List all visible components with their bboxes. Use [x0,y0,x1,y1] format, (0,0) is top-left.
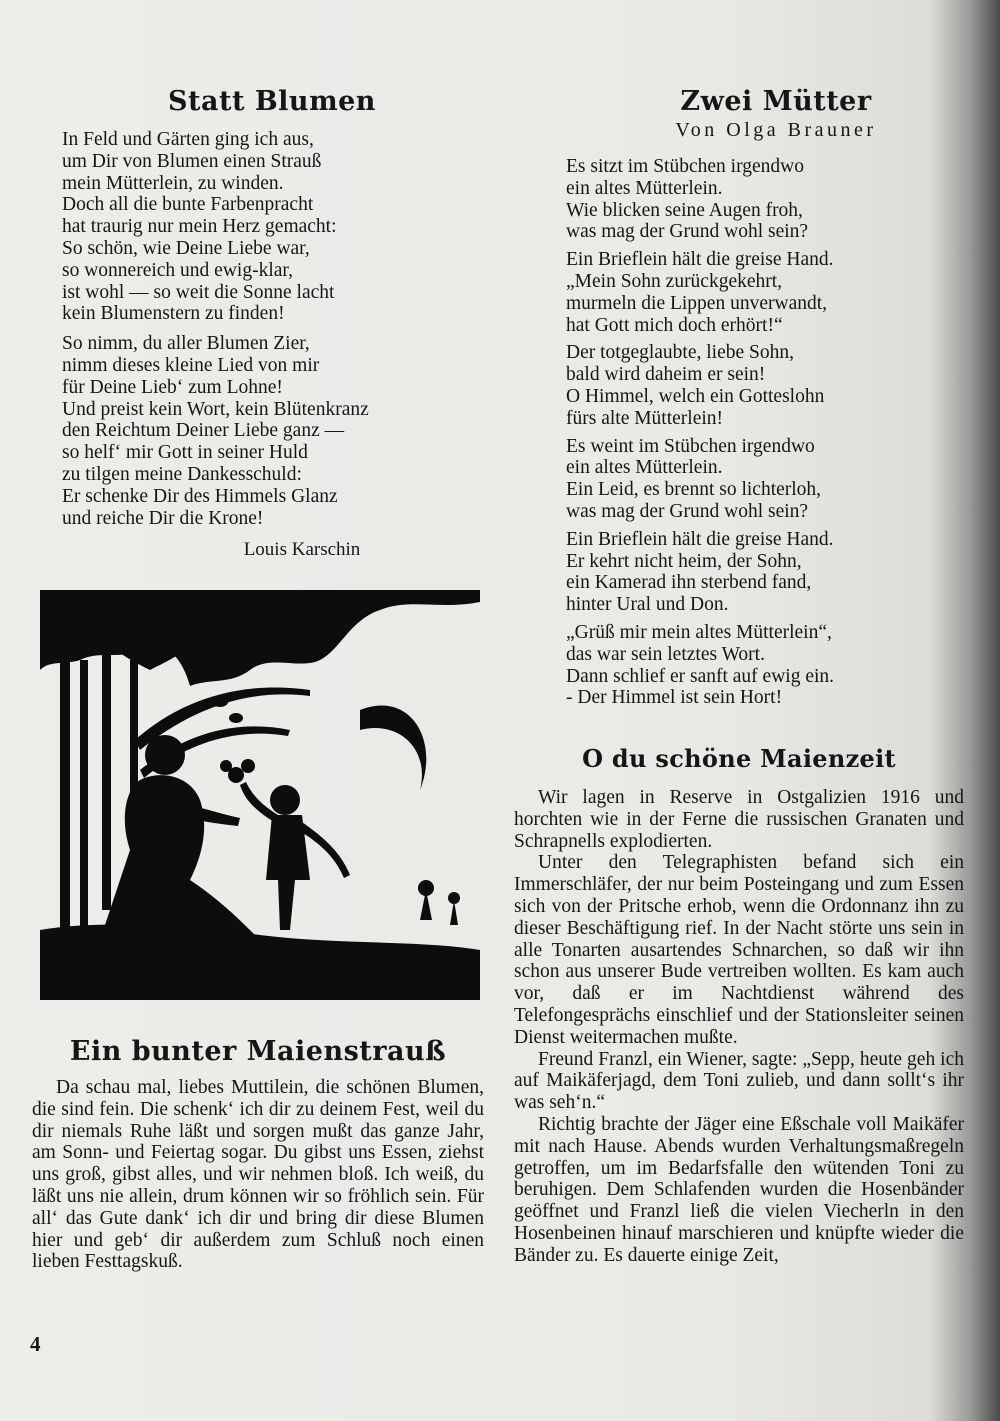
poem-line: mein Mütterlein, zu winden. [62,172,284,194]
poem-line: „Mein Sohn zurückgekehrt, [566,270,783,292]
article-body [32,1077,484,1273]
poem-line: murmeln die Lippen unverwandt, [566,292,828,314]
poem-line: Und preist kein Wort, kein Blütenkranz [62,398,369,420]
poem-line: hinter Ural und Don. [566,594,729,616]
poem-line: Es sitzt im Stübchen irgendwo [566,156,804,177]
article-ein-bunter-maienstrauss [32,1036,484,1273]
poem-line: fürs alte Mütterlein! [566,407,724,429]
article-title: Ein bunter Maienstrauß [69,1036,447,1067]
poem-stanza [62,333,482,529]
poem-line: das war sein letztes Wort. [566,643,765,665]
poem-line: „Grüß mir mein altes Mütterlein“, [566,621,832,643]
poem-line: kein Blumenstern zu finden! [62,303,285,325]
poem-line: Er schenke Dir des Himmels Glanz [62,485,338,507]
poem-stanza [566,436,966,523]
poem-line: Es weint im Stübchen irgendwo [566,435,815,457]
poem-line: Doch all die bunte Farbenpracht [62,194,314,216]
poem-stanza [566,249,966,336]
poem-statt-blumen [62,86,482,561]
poem-line: hat traurig nur mein Herz gemacht: [62,216,337,238]
poem-title: Zwei Mütter [680,86,872,117]
poem-line: ein Kamerad ihn sterbend fand, [566,572,812,594]
poem-line: was mag der Grund wohl sein? [566,500,809,522]
poem-line: nimm dieses kleine Lied von mir [62,354,320,376]
poem-line: Dann schlief er sanft auf ewig ein. [566,665,835,687]
poem-line: In Feld und Gärten ging ich aus, [62,129,314,150]
article-paragraph: Da schau mal, liebes Muttilein, die schönen Blumen, die sind fein. Die schenk‘ ich dir zu deinem Fest, weil du dir niemals Ruhe läßt und sorgen mußt das ganze Jahr, am Sonn- und Feiertag sogar. Du gibst uns Essen, ziehst uns groß, gibst alles, und wir nehmen bloß. Ich weiß, du läßt uns nie allein, drum können wir so fröhlich sein. Für all‘ das Gute dank‘ ich dir und bring dir diese Blumen hier und geb‘ dir außerdem zum Schluß noch einen lieben Festtagskuß. [32,1077,484,1273]
poem-stanza [62,129,482,325]
poem-line: zu tilgen meine Dankesschuld: [62,463,302,485]
poem-stanza [566,156,966,243]
poem-line: So schön, wie Deine Liebe war, [62,237,310,259]
poem-line: bald wird daheim er sein! [566,364,766,386]
article-body [514,787,964,1267]
poem-line: ein altes Mütterlein. [566,177,723,199]
poem-line: ein altes Mütterlein. [566,457,723,479]
poem-author: Von Olga Brauner [675,119,877,141]
article-paragraph: Unter den Telegraphisten befand sich ein Immerschläfer, der nur beim Posteingang und zum Essen sich von der Pritsche erhob, wenn die Ordonnanz ihn zu dieser Beschäftigung rief. In der Nacht störte uns sein in alle Tonarten ausartendes Schnarchen, so daß wir ihn schon aus unserer Bude vertreiben wollten. Es kam auch vor, daß er im Nachtdienst während des Telefongesprächs einschlief und der Stationsleiter seinen Dienst weitermachen mußte. [514,852,964,1048]
poem-line: Ein Brieflein hält die greise Hand. [566,249,834,271]
page-number: 4 [30,1332,41,1356]
poem-line: Ein Leid, es brennt so lichterloh, [566,479,822,501]
article-paragraph: Richtig brachte der Jäger eine Eßschale voll Maikäfer mit nach Hause. Abends wurden Verhaltungsmaßregeln getroffen, um im Bedarfsfalle den wütenden Toni zu beruhigen. Dem Schlafenden wurden die Hosenbänder geöffnet und Franzl ließ die vielen Viecherln in den Hosenbeinen hinauf marschieren und knüpfte wieder die Bänder zu. Es dauerte einige Zeit, [514,1113,964,1266]
poem-line: - Der Himmel ist sein Hort! [566,687,783,709]
poem-zwei-muetter [566,86,966,715]
poem-line: ist wohl — so weit die Sonne lacht [62,281,335,303]
poem-author: Louis Karschin [243,539,361,561]
poem-stanza [566,529,966,616]
poem-line: Der totgeglaubte, liebe Sohn, [566,342,794,364]
poem-line: Er kehrt nicht heim, der Sohn, [566,550,802,572]
article-paragraph: Freund Franzl, ein Wiener, sagte: „Sepp, heute geh ich auf Maikäferjagd, dem Toni zulieb, und dann sollt‘s ihr was seh‘n.“ [514,1048,964,1114]
poem-line: was mag der Grund wohl sein? [566,221,809,243]
article-title: O du schöne Maienzeit [582,744,896,773]
poem-stanza [566,342,966,429]
poem-line: So nimm, du aller Blumen Zier, [62,333,310,355]
poem-line: so helf‘ mir Gott in seiner Huld [62,442,308,464]
poem-line: und reiche Dir die Krone! [62,507,264,529]
poem-line: hat Gott mich doch erhört!“ [566,314,783,336]
poem-line: für Deine Lieb‘ zum Lohne! [62,376,283,398]
poem-line: O Himmel, welch ein Gotteslohn [566,385,825,407]
poem-line: Ein Brieflein hält die greise Hand. [566,528,834,550]
silhouette-illustration [40,590,480,1000]
article-o-du-schoene-maienzeit [514,744,964,1267]
poem-line: um Dir von Blumen einen Strauß [62,150,322,172]
poem-line: so wonnereich und ewig-klar, [62,259,293,281]
poem-line: den Reichtum Deiner Liebe ganz — [62,420,345,442]
poem-stanza [566,622,966,709]
poem-line: Wie blicken seine Augen froh, [566,199,803,221]
poem-title: Statt Blumen [168,86,376,117]
article-paragraph: Wir lagen in Reserve in Ostgalizien 1916 und horchten wie in der Ferne die russischen Granaten und Schrapnells explodierten. [514,787,964,852]
